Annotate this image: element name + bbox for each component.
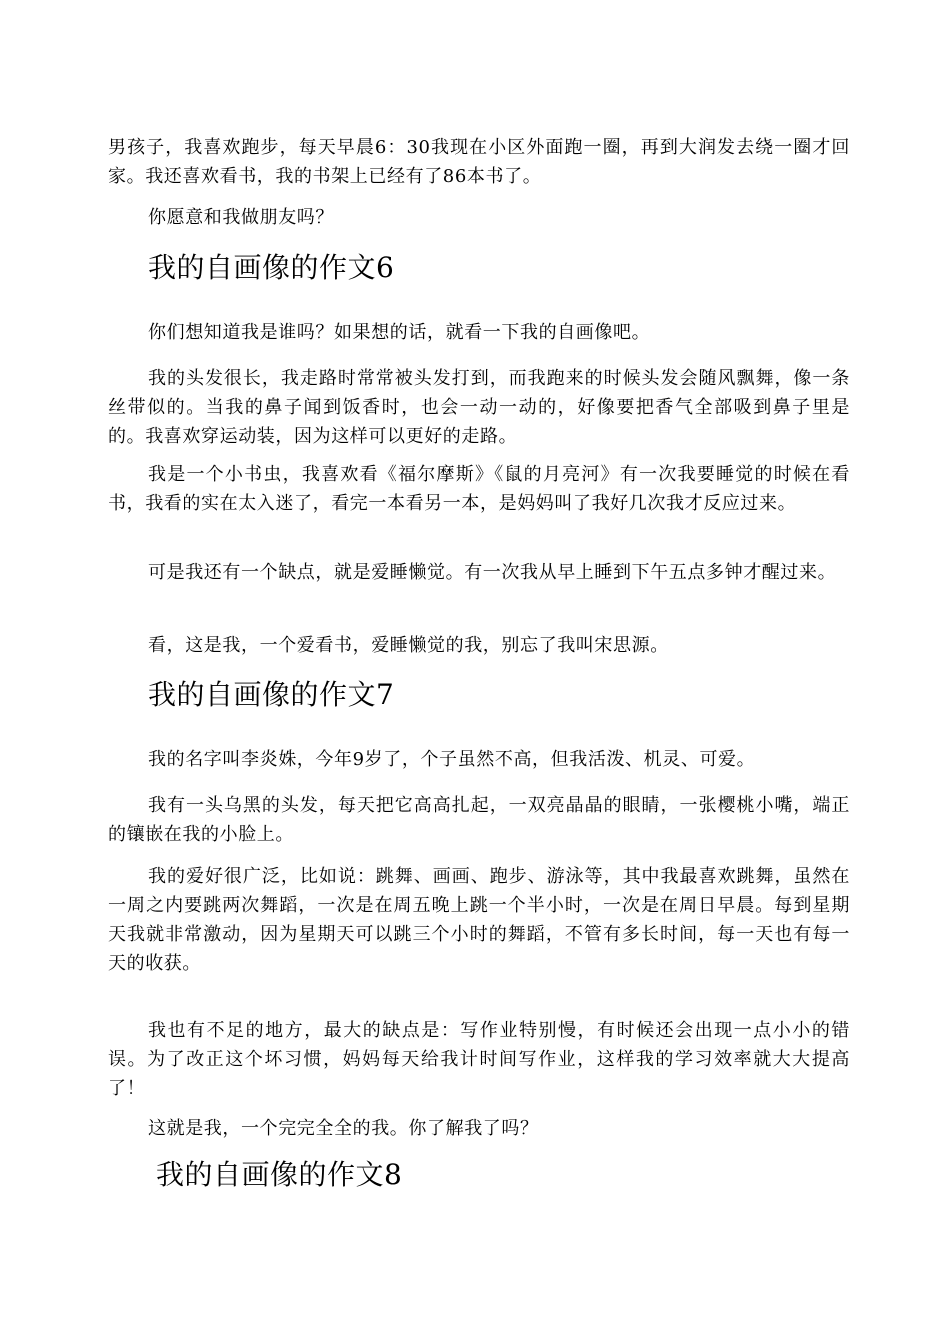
- paragraph-name-intro: 我的名字叫李炎姝，今年9岁了，个子虽然不高，但我活泼、机灵、可爱。: [148, 749, 756, 770]
- paragraph-shortcoming: 可是我还有一个缺点，就是爱睡懒觉。有一次我从早上睡到下午五点多钟才醒过来。: [148, 562, 837, 583]
- paragraph-running-continuation: 男孩子，我喜欢跑步，每天早晨6：30我现在小区外面跑一圈，再到大润发去绕一圈才回家。我还喜欢看书，我的书架上已经有了86本书了。: [108, 137, 850, 187]
- paragraph-conclusion-7: 这就是我，一个完完全全的我。你了解我了吗？: [148, 1118, 539, 1139]
- paragraph-appearance: 我有一头乌黑的头发，每天把它高高扎起，一双亮晶晶的眼睛，一张樱桃小嘴，端正的镶嵌在我的小脸上。: [108, 795, 850, 845]
- paragraph-intro-question: 你们想知道我是谁吗？如果想的话，就看一下我的自画像吧。: [148, 322, 651, 343]
- paragraph-weakness: 我也有不足的地方，最大的缺点是：写作业特别慢，有时候还会出现一点小小的错误。为了改正这个坏习惯，妈妈每天给我计时间写作业，这样我的学习效率就大大提高了！: [108, 1020, 850, 1099]
- paragraph-friend-question: 你愿意和我做朋友吗？: [148, 207, 334, 228]
- section-heading-6: 我的自画像的作文6: [148, 251, 395, 284]
- paragraph-hair-description: 我的头发很长，我走路时常常被头发打到，而我跑来的时候头发会随风飘舞，像一条丝带似的。当我的鼻子闻到饭香时，也会一动一动的，好像要把香气全部吸到鼻子里是的。我喜欢穿运动装，因为这样可以更好的走路。: [108, 368, 850, 447]
- section-heading-7: 我的自画像的作文7: [148, 678, 395, 711]
- paragraph-conclusion-6: 看，这是我，一个爱看书，爱睡懒觉的我，别忘了我叫宋思源。: [148, 635, 669, 656]
- paragraph-hobbies: 我的爱好很广泛，比如说：跳舞、画画、跑步、游泳等，其中我最喜欢跳舞，虽然在一周之内要跳两次舞蹈，一次是在周五晚上跳一个半小时，一次是在周日早晨。每到星期天我就非常激动，因为星期天可以跳三个小时的舞蹈，不管有多长时间，每一天也有每一天的收获。: [108, 866, 850, 974]
- paragraph-bookworm: 我是一个小书虫，我喜欢看《福尔摩斯》《鼠的月亮河》有一次我要睡觉的时候在看书，我看的实在太入迷了，看完一本看另一本，是妈妈叫了我好几次我才反应过来。: [108, 464, 850, 514]
- section-heading-8: 我的自画像的作文8: [156, 1158, 403, 1191]
